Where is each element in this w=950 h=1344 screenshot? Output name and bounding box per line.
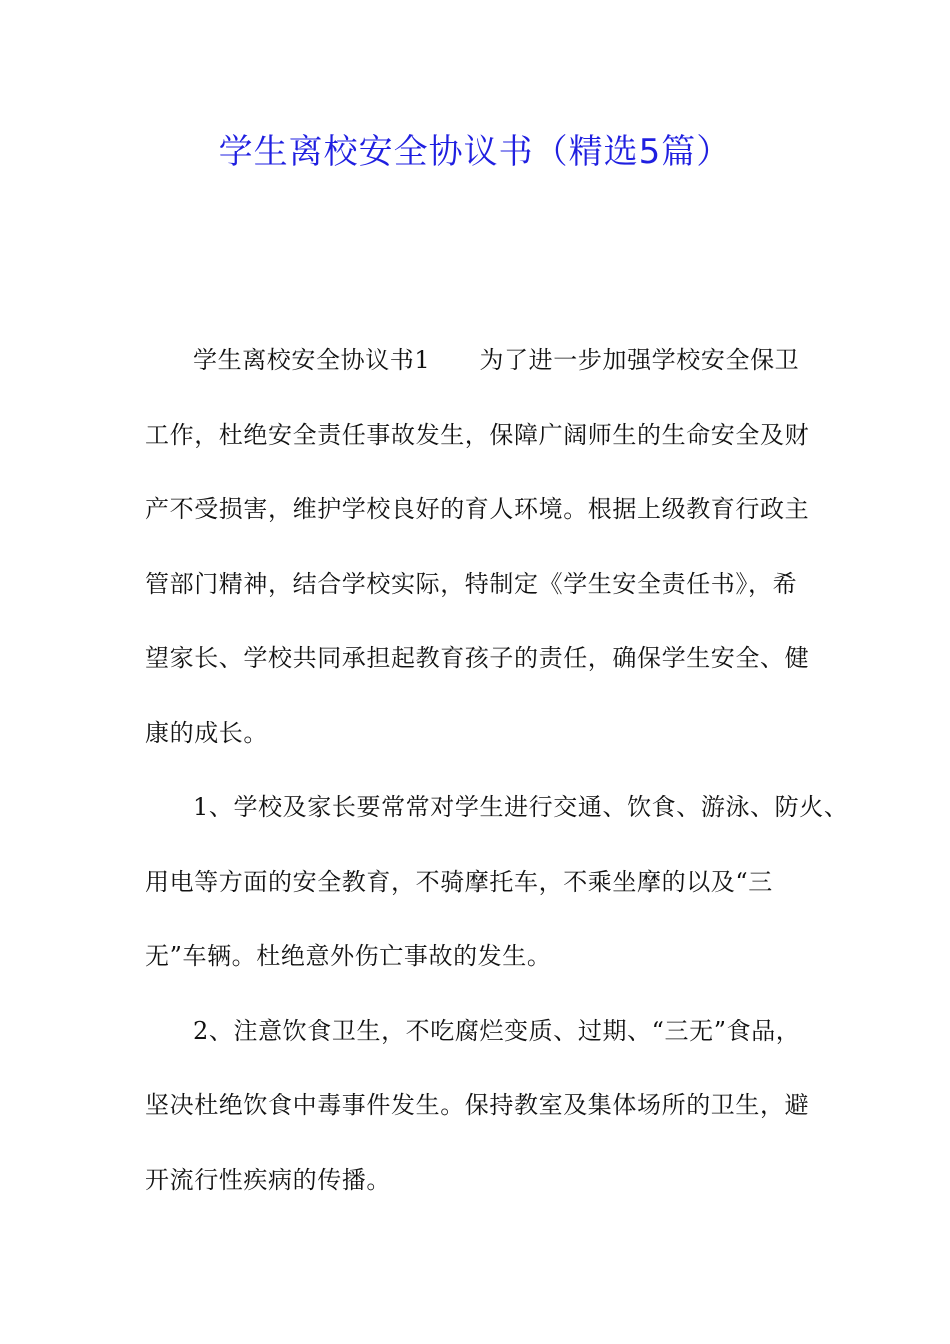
paragraph-line: 开流行性疾病的传播。 xyxy=(145,1166,391,1194)
paragraph-line: 2、注意饮食卫生，不吃腐烂变质、过期、“三无”食品， xyxy=(193,1017,801,1045)
paragraph-line: 用电等方面的安全教育，不骑摩托车，不乘坐摩的以及“三 xyxy=(145,868,773,896)
paragraph-line: 工作，杜绝安全责任事故发生，保障广阔师生的生命安全及财 xyxy=(145,421,810,449)
paragraph-line: 康的成长。 xyxy=(145,719,268,747)
paragraph-line: 无”车辆。杜绝意外伤亡事故的发生。 xyxy=(145,942,552,970)
paragraph-line: 1、学校及家长要常常对学生进行交通、饮食、游泳、防火、 xyxy=(193,793,849,821)
paragraph-line: 产不受损害，维护学校良好的育人环境。根据上级教育行政主 xyxy=(145,495,810,523)
paragraph-line: 望家长、学校共同承担起教育孩子的责任，确保学生安全、健 xyxy=(145,644,810,672)
document-title: 学生离校安全协议书（精选5篇） xyxy=(218,132,732,172)
paragraph-line: 学生离校安全协议书1 为了进一步加强学校安全保卫 xyxy=(193,346,800,374)
paragraph-line: 坚决杜绝饮食中毒事件发生。保持教室及集体场所的卫生，避 xyxy=(145,1091,810,1119)
paragraph-line: 管部门精神，结合学校实际，特制定《学生安全责任书》，希 xyxy=(145,570,798,598)
